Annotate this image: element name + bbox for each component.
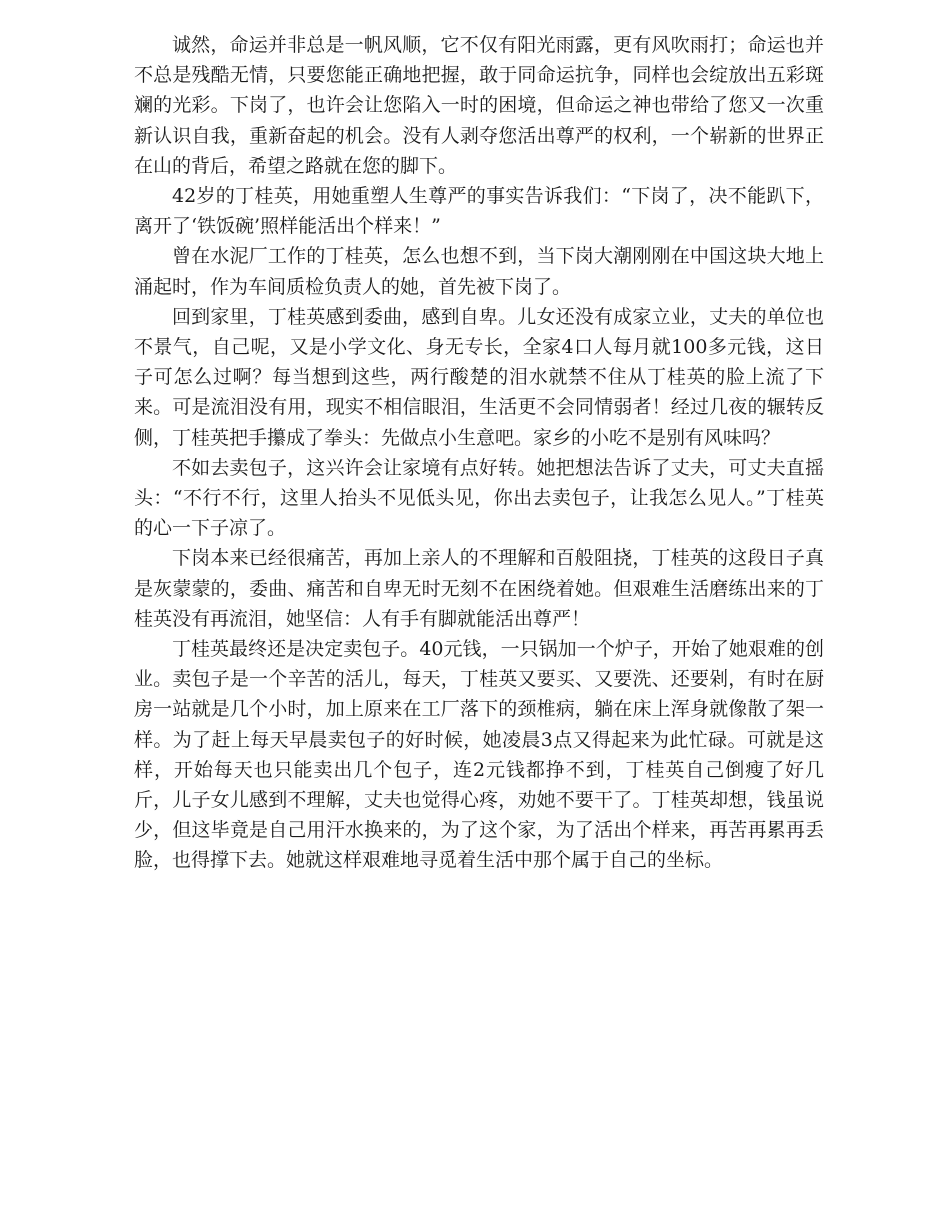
paragraph-3: 曾在水泥厂工作的丁桂英，怎么也想不到，当下岗大潮刚刚在中国这块大地上涌起时，作为车间质检负责人的她，首先被下岗了。 xyxy=(134,245,824,298)
paragraph-7: 丁桂英最终还是决定卖包子。40元钱，一只锅加一个炉子，开始了她艰难的创业。卖包子是一个辛苦的活儿，每天，丁桂英又要买、又要洗、还要剁，有时在厨房一站就是几个小时，加上原来在工厂落下的颈椎病，躺在床上浑身就像散了架一样。为了赶上每天早晨卖包子的好时候，她凌晨3点又得起来为此忙碌。可就是这样，开始每天也只能卖出几个包子，连2元钱都挣不到，丁桂英自己倒瘦了好几斤，儿子女儿感到不理解，丈夫也觉得心疼，劝她不要干了。丁桂英却想，钱虽说少，但这毕竟是自己用汗水换来的，为了这个家，为了活出个样来，再苦再累再丢脸，也得撑下去。她就这样艰难地寻觅着生活中那个属于自己的坐标。 xyxy=(134,638,824,872)
paragraph-1: 诚然，命运并非总是一帆风顺，它不仅有阳光雨露，更有风吹雨打；命运也并不总是残酷无情，只要您能正确地把握，敢于同命运抗争，同样也会绽放出五彩斑斓的光彩。下岗了，也许会让您陷入一时的困境，但命运之神也带给了您又一次重新认识自我，重新奋起的机会。没有人剥夺您活出尊严的权利，一个崭新的世界正在山的背后，希望之路就在您的脚下。 xyxy=(134,34,824,177)
paragraph-6: 下岗本来已经很痛苦，再加上亲人的不理解和百般阻挠，丁桂英的这段日子真是灰蒙蒙的，委曲、痛苦和自卑无时无刻不在困绕着她。但艰难生活磨练出来的丁桂英没有再流泪，她坚信：人有手有脚就能活出尊严！ xyxy=(134,547,824,630)
paragraph-2: 42岁的丁桂英，用她重塑人生尊严的事实告诉我们：“下岗了，决不能趴下，离开了‘铁饭碗’照样能活出个样来！” xyxy=(134,185,824,238)
paragraph-4: 回到家里，丁桂英感到委曲，感到自卑。儿女还没有成家立业，丈夫的单位也不景气，自己呢，又是小学文化、身无专长，全家4口人每月就100多元钱，这日子可怎么过啊？每当想到这些，两行酸楚的泪水就禁不住从丁桂英的脸上流了下来。可是流泪没有用，现实不相信眼泪，生活更不会同情弱者！经过几夜的辗转反侧，丁桂英把手攥成了拳头：先做点小生意吧。家乡的小吃不是别有风味吗？ xyxy=(134,305,824,449)
paragraph-5: 不如去卖包子，这兴许会让家境有点好转。她把想法告诉了丈夫，可丈夫直摇头：“不行不行，这里人抬头不见低头见，你出去卖包子，让我怎么见人。”丁桂英的心一下子凉了。 xyxy=(134,456,824,540)
